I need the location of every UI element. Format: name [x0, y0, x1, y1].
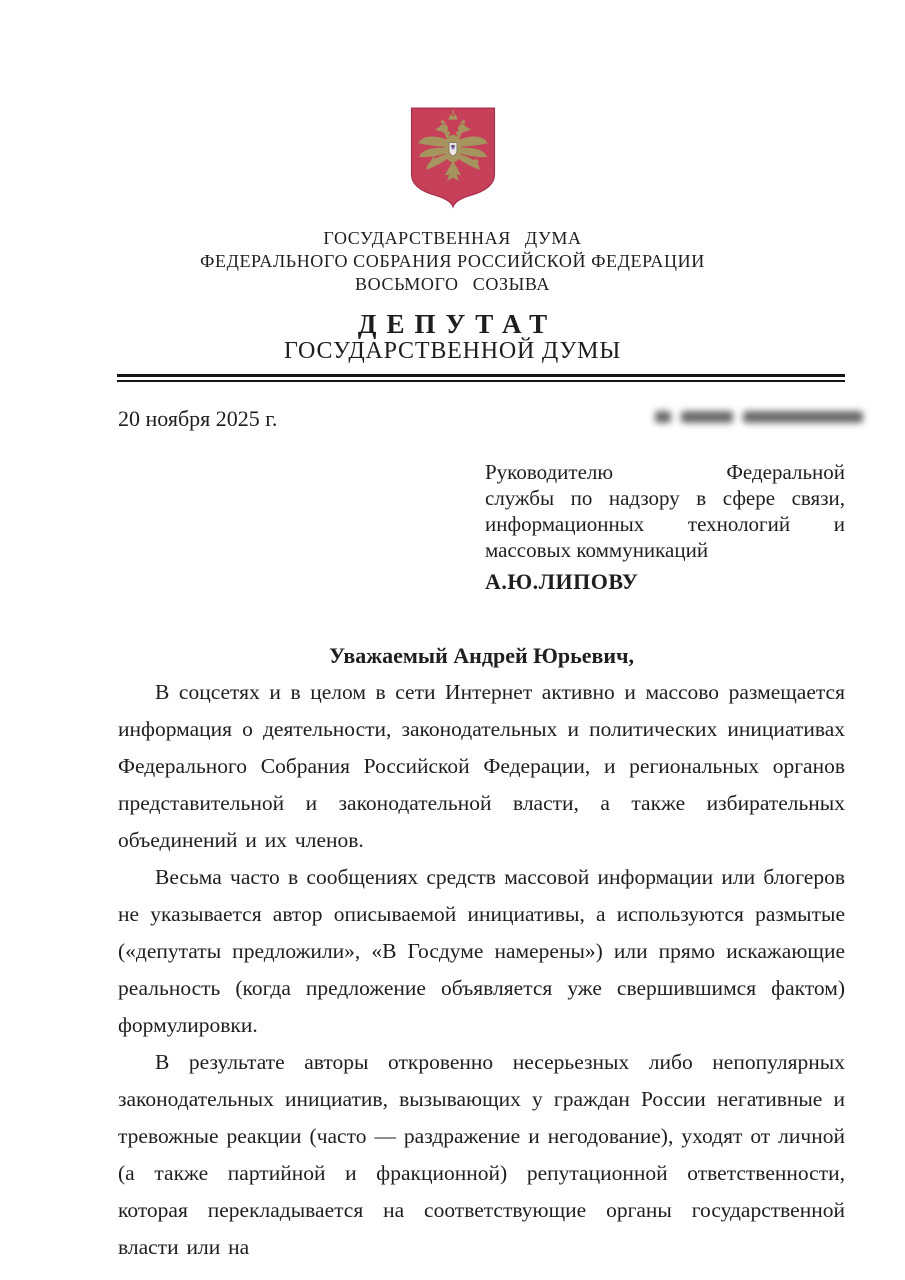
deputy-title: ДЕПУТАТ — [357, 309, 558, 339]
letterhead — [0, 0, 905, 364]
redacted-blob — [743, 411, 863, 423]
letter-date: 20 ноября 2025 г. — [118, 406, 278, 431]
deputy-title-org: ГОСУДАРСТВЕННОЙ ДУМЫ — [283, 338, 622, 364]
org-line-1: ГОСУДАРСТВЕННАЯ ДУМА — [323, 228, 582, 248]
org-line-2: ФЕДЕРАЛЬНОГО СОБРАНИЯ РОССИЙСКОЙ ФЕДЕРАЦИИ — [200, 251, 705, 271]
document-number-redacted — [655, 411, 863, 423]
redacted-blob — [655, 411, 671, 423]
paragraph-3: В результате авторы откровенно несерьезных либо непопулярных законодательных инициатив, вызывающих у граждан России негативные и тревожные реакции (часто — раздражение и негодование), уходят от личной (а также партийной и фракционной) репутационной ответственности, которая перекладывается на соответствующие органы государственной власти или на — [118, 1050, 845, 1259]
addressee-line: службы по надзору в сфере связи, — [485, 486, 845, 510]
meta-row — [118, 405, 845, 433]
organization-lines — [0, 227, 905, 296]
redacted-blob — [681, 411, 733, 423]
letterhead-divider — [117, 374, 845, 382]
letter-body — [118, 674, 845, 1266]
org-line-3: ВОСЬМОГО СОЗЫВА — [355, 274, 550, 294]
salutation: Уважаемый Андрей Юрьевич, — [328, 643, 634, 668]
paragraph-2: Весьма часто в сообщениях средств массовой информации или блогеров не указывается автор описываемой инициативы, а используются размытые («депутаты предложили», «В Госдуме намерены») или прямо искажающие реальность (когда предложение объявляется уже свершившимся фактом) формулировки. — [118, 865, 845, 1037]
addressee-name: А.Ю.ЛИПОВУ — [485, 569, 639, 594]
letter-content — [118, 405, 845, 1266]
addressee-line: информационных технологий и — [485, 512, 845, 536]
addressee-line: Руководителю Федеральной — [485, 460, 845, 484]
addressee-line: массовых коммуникаций — [485, 538, 709, 562]
addressee-block — [485, 459, 845, 595]
paragraph-1: В соцсетях и в целом в сети Интернет активно и массово размещается информация о деятельности, законодательных и политических инициативах Федерального Собрания Российской Федерации, и региональных органов представительной и законодательной власти, а также избирательных объединений и их членов. — [118, 680, 845, 852]
russia-coat-of-arms-icon — [407, 103, 499, 209]
